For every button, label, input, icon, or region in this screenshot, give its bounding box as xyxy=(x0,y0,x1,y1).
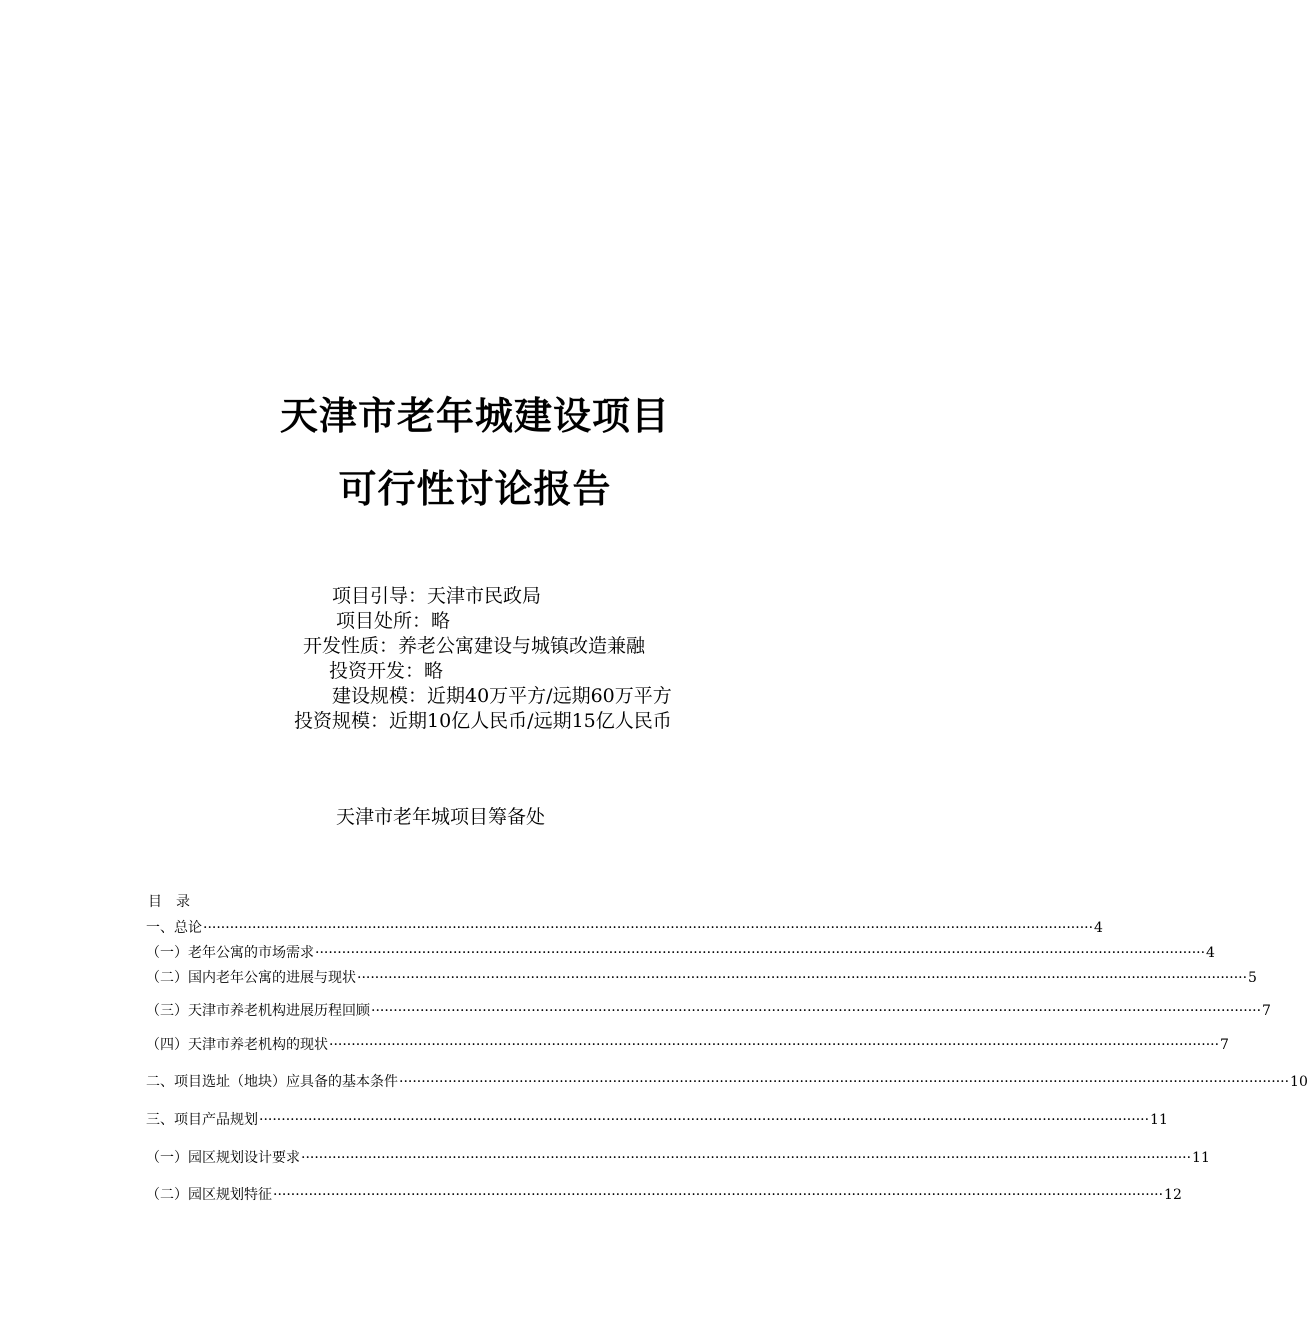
toc-leader-dots: ········································································································································································································ xyxy=(371,1003,1262,1019)
report-title-line-1: 天津市老年城建设项目 xyxy=(279,394,670,438)
toc-entry[interactable] xyxy=(146,1037,1229,1053)
info-development-nature: 开发性质：养老公寓建设与城镇改造兼融 xyxy=(303,635,646,657)
toc-heading: 目录 xyxy=(148,894,204,910)
toc-entry[interactable] xyxy=(146,920,1103,936)
toc-entry-page: 7 xyxy=(1220,1037,1229,1053)
toc-entry[interactable] xyxy=(146,1074,1308,1090)
toc-leader-dots: ········································································································································································································ xyxy=(357,970,1248,986)
toc-entry-page: 12 xyxy=(1164,1187,1182,1203)
toc-entry-page: 4 xyxy=(1206,945,1215,961)
toc-entry-page: 7 xyxy=(1262,1003,1271,1019)
toc-entry-page: 4 xyxy=(1094,920,1103,936)
toc-entry-page: 5 xyxy=(1248,970,1257,986)
toc-entry-page: 11 xyxy=(1192,1150,1210,1166)
toc-entry-label: 三、项目产品规划 xyxy=(146,1112,258,1128)
toc-entry-label: （二）园区规划特征 xyxy=(146,1187,272,1203)
toc-entry-label: 一、总论 xyxy=(146,920,202,936)
toc-leader-dots: ········································································································································································································ xyxy=(399,1074,1290,1090)
info-construction-scale: 建设规模：近期40万平方/远期60万平方 xyxy=(332,685,672,707)
toc-entry[interactable] xyxy=(146,1003,1271,1019)
toc-entry-label: 二、项目选址（地块）应具备的基本条件 xyxy=(146,1074,398,1090)
info-project-location: 项目处所：略 xyxy=(336,610,451,632)
info-project-guide: 项目引导：天津市民政局 xyxy=(332,585,542,607)
info-investment-scale: 投资规模：近期10亿人民币/远期15亿人民币 xyxy=(294,710,672,732)
toc-entry-page: 10 xyxy=(1290,1074,1308,1090)
report-title-line-2: 可行性讨论报告 xyxy=(338,467,612,511)
toc-leader-dots: ········································································································································································································ xyxy=(329,1037,1220,1053)
toc-leader-dots: ········································································································································································································ xyxy=(203,920,1094,936)
toc-entry-label: （三）天津市养老机构进展历程回顾 xyxy=(146,1003,370,1019)
organization-name: 天津市老年城项目筹备处 xyxy=(336,806,546,828)
toc-entry-page: 11 xyxy=(1150,1112,1168,1128)
toc-entry-label: （四）天津市养老机构的现状 xyxy=(146,1037,328,1053)
toc-entry[interactable] xyxy=(146,1187,1182,1203)
toc-entry[interactable] xyxy=(146,1112,1168,1128)
toc-leader-dots: ········································································································································································································ xyxy=(259,1112,1150,1128)
toc-leader-dots: ········································································································································································································ xyxy=(315,945,1206,961)
toc-leader-dots: ········································································································································································································ xyxy=(301,1150,1192,1166)
toc-entry[interactable] xyxy=(146,970,1257,986)
toc-entry[interactable] xyxy=(146,1150,1210,1166)
info-investment-developer: 投资开发：略 xyxy=(329,660,444,682)
toc-entry-label: （一）园区规划设计要求 xyxy=(146,1150,300,1166)
toc-entry-label: （一）老年公寓的市场需求 xyxy=(146,945,314,961)
toc-leader-dots: ········································································································································································································ xyxy=(273,1187,1164,1203)
toc-entry-label: （二）国内老年公寓的进展与现状 xyxy=(146,970,356,986)
toc-entry[interactable] xyxy=(146,945,1215,961)
